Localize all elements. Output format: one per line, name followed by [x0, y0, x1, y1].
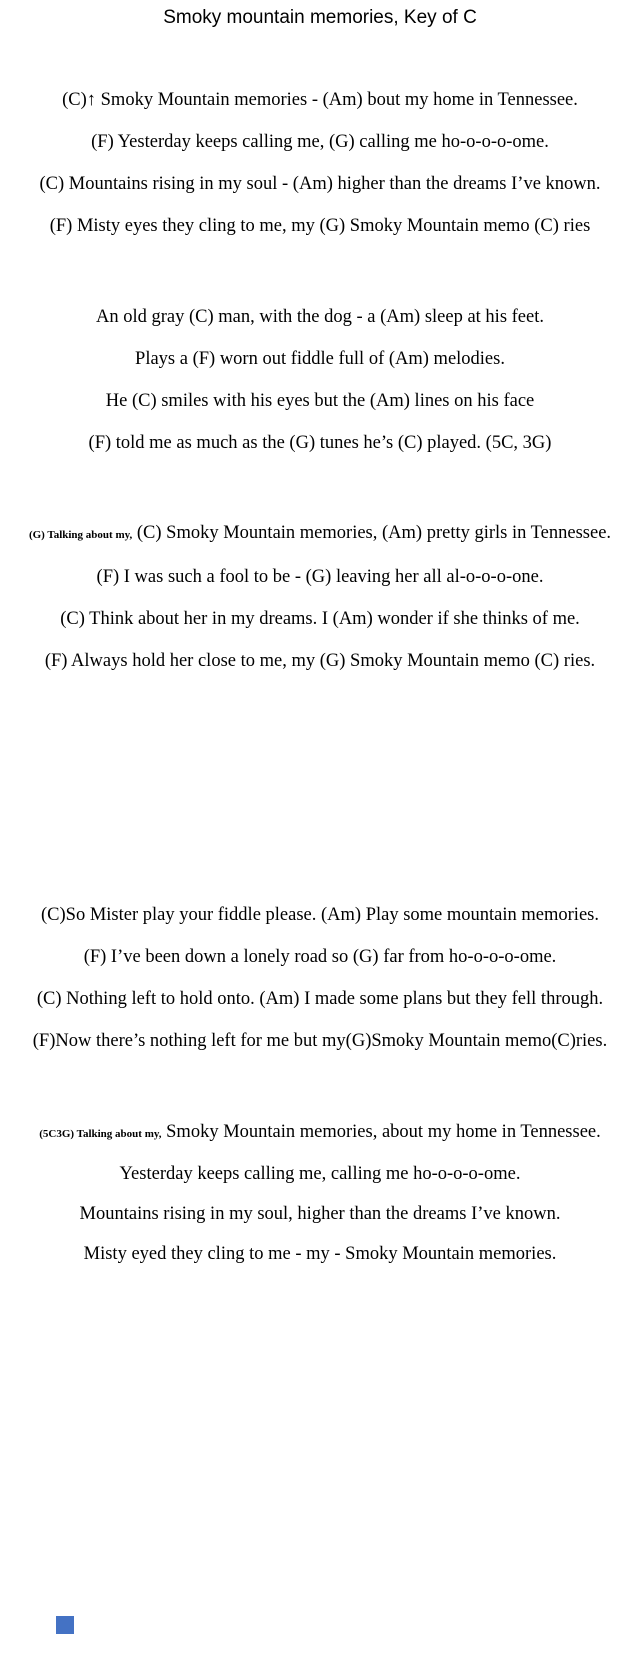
lead-in-chords: (5C3G) Talking about my, — [39, 1128, 162, 1140]
verse-1 — [0, 79, 640, 247]
verse-4 — [0, 894, 640, 1062]
lyric-line: Plays a (F) worn out fiddle full of (Am) melodies. — [135, 349, 505, 369]
lyric-line: (C) Nothing left to hold onto. (Am) I made some plans but they fell through. — [36, 989, 604, 1009]
lyric-line: An old gray (C) man, with the dog - a (Am) sleep at his feet. — [96, 307, 544, 327]
lyric-line: (5C3G) Talking about my, Smoky Mountain memories, about my home in Tennessee. — [39, 1122, 601, 1142]
lyric-line: (F) I was such a fool to be - (G) leaving her all al-o-o-o-one. — [96, 567, 544, 587]
lyrics-body — [0, 79, 640, 1274]
lyric-line: (F) I’ve been down a lonely road so (G) far from ho-o-o-o-ome. — [83, 947, 557, 967]
lyric-line: (C)↑ Smoky Mountain memories - (Am) bout my home in Tennessee. — [62, 90, 578, 110]
verse-2 — [0, 296, 640, 464]
lyric-line: (F)Now there’s nothing left for me but my(G)Smoky Mountain memo(C)ries. — [32, 1031, 608, 1051]
lyric-line: (G) Talking about my, (C) Smoky Mountain memories, (Am) pretty girls in Tennessee. — [28, 523, 612, 543]
lyric-line: (F) Misty eyes they cling to me, my (G) Smoky Mountain memo (C) ries — [49, 216, 591, 236]
lyric-line: He (C) smiles with his eyes but the (Am) lines on his face — [105, 391, 535, 411]
lyric-line: Yesterday keeps calling me, calling me ho-o-o-o-ome. — [119, 1164, 521, 1184]
lyric-line: Mountains rising in my soul, higher than the dreams I’ve known. — [79, 1204, 561, 1224]
lyric-line: (F) told me as much as the (G) tunes he’s (C) played. (5C, 3G) — [88, 433, 552, 453]
lyric-line: (F) Yesterday keeps calling me, (G) calling me ho-o-o-o-ome. — [91, 132, 549, 152]
lyric-line: (F) Always hold her close to me, my (G) Smoky Mountain memo (C) ries. — [44, 651, 596, 671]
lyric-line: Misty eyed they cling to me - my - Smoky Mountain memories. — [83, 1244, 557, 1264]
lyric-line: (C) Mountains rising in my soul - (Am) higher than the dreams I’ve known. — [39, 174, 601, 194]
verse-3 — [0, 512, 640, 682]
page-title: Smoky mountain memories, Key of C — [163, 7, 477, 28]
lyric-line: (C) Think about her in my dreams. I (Am) wonder if she thinks of me. — [60, 609, 580, 629]
lyric-line: (C)So Mister play your fiddle please. (Am) Play some mountain memories. — [41, 905, 599, 925]
lead-in-chords: (G) Talking about my, — [28, 529, 133, 541]
blue-square-marker — [56, 1616, 74, 1634]
verse-5 — [0, 1112, 640, 1274]
